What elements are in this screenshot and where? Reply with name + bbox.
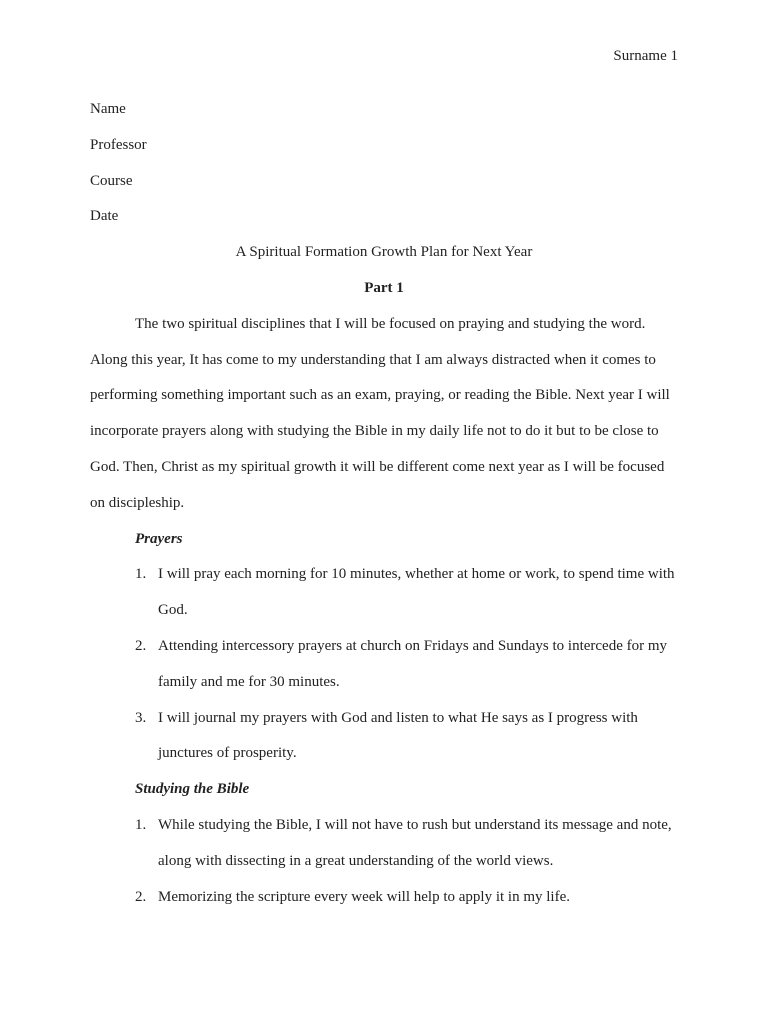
list-number: 2.	[135, 888, 147, 905]
running-head: Surname 1	[613, 48, 678, 64]
list-item-text: Attending intercessory prayers at church on Fridays and Sundays to intercede for my family and me for 30 minutes.	[158, 637, 668, 690]
date: Date	[90, 208, 119, 225]
section-heading-bible: Studying the Bible	[135, 781, 250, 798]
professor-name: Professor	[90, 136, 147, 153]
list-item	[90, 880, 678, 916]
list-item-text: Memorizing the scripture every week will help to apply it in my life.	[158, 888, 570, 905]
prayers-list	[90, 557, 678, 772]
list-number: 3.	[135, 709, 147, 726]
part-heading: Part 1	[364, 279, 404, 296]
course-name: Course	[90, 172, 133, 189]
student-name: Name	[90, 101, 126, 117]
list-item-text: While studying the Bible, I will not have to rush but understand its message and note, along with dissecting in a great understanding of the world views.	[158, 816, 672, 869]
list-item-text: I will journal my prayers with God and listen to what He says as I progress with junctures of prosperity.	[158, 709, 638, 762]
intro-paragraph: The two spiritual disciplines that I will be focused on praying and studying the word. Along this year, It has come to my understanding that I am always distracted when it comes to performing something important such as an exam, praying, or reading the Bible. Next year I will incorporate prayers along with studying the Bible in my daily life not to do it but to be close to God. Then, Christ as my spiritual growth it will be different come next year as I will be focused on discipleship.	[90, 315, 670, 511]
document-title: A Spiritual Formation Growth Plan for Next Year	[235, 244, 533, 261]
list-item	[90, 808, 678, 880]
section-heading-prayers: Prayers	[135, 530, 183, 547]
document-body	[90, 92, 678, 915]
list-item-text: I will pray each morning for 10 minutes, whether at home or work, to spend time with God.	[158, 566, 675, 619]
list-item	[90, 701, 678, 773]
list-number: 2.	[135, 637, 147, 654]
list-number: 1.	[135, 566, 147, 583]
list-item	[90, 557, 678, 629]
list-number: 1.	[135, 816, 147, 833]
bible-study-list	[90, 808, 678, 915]
list-item	[90, 629, 678, 701]
